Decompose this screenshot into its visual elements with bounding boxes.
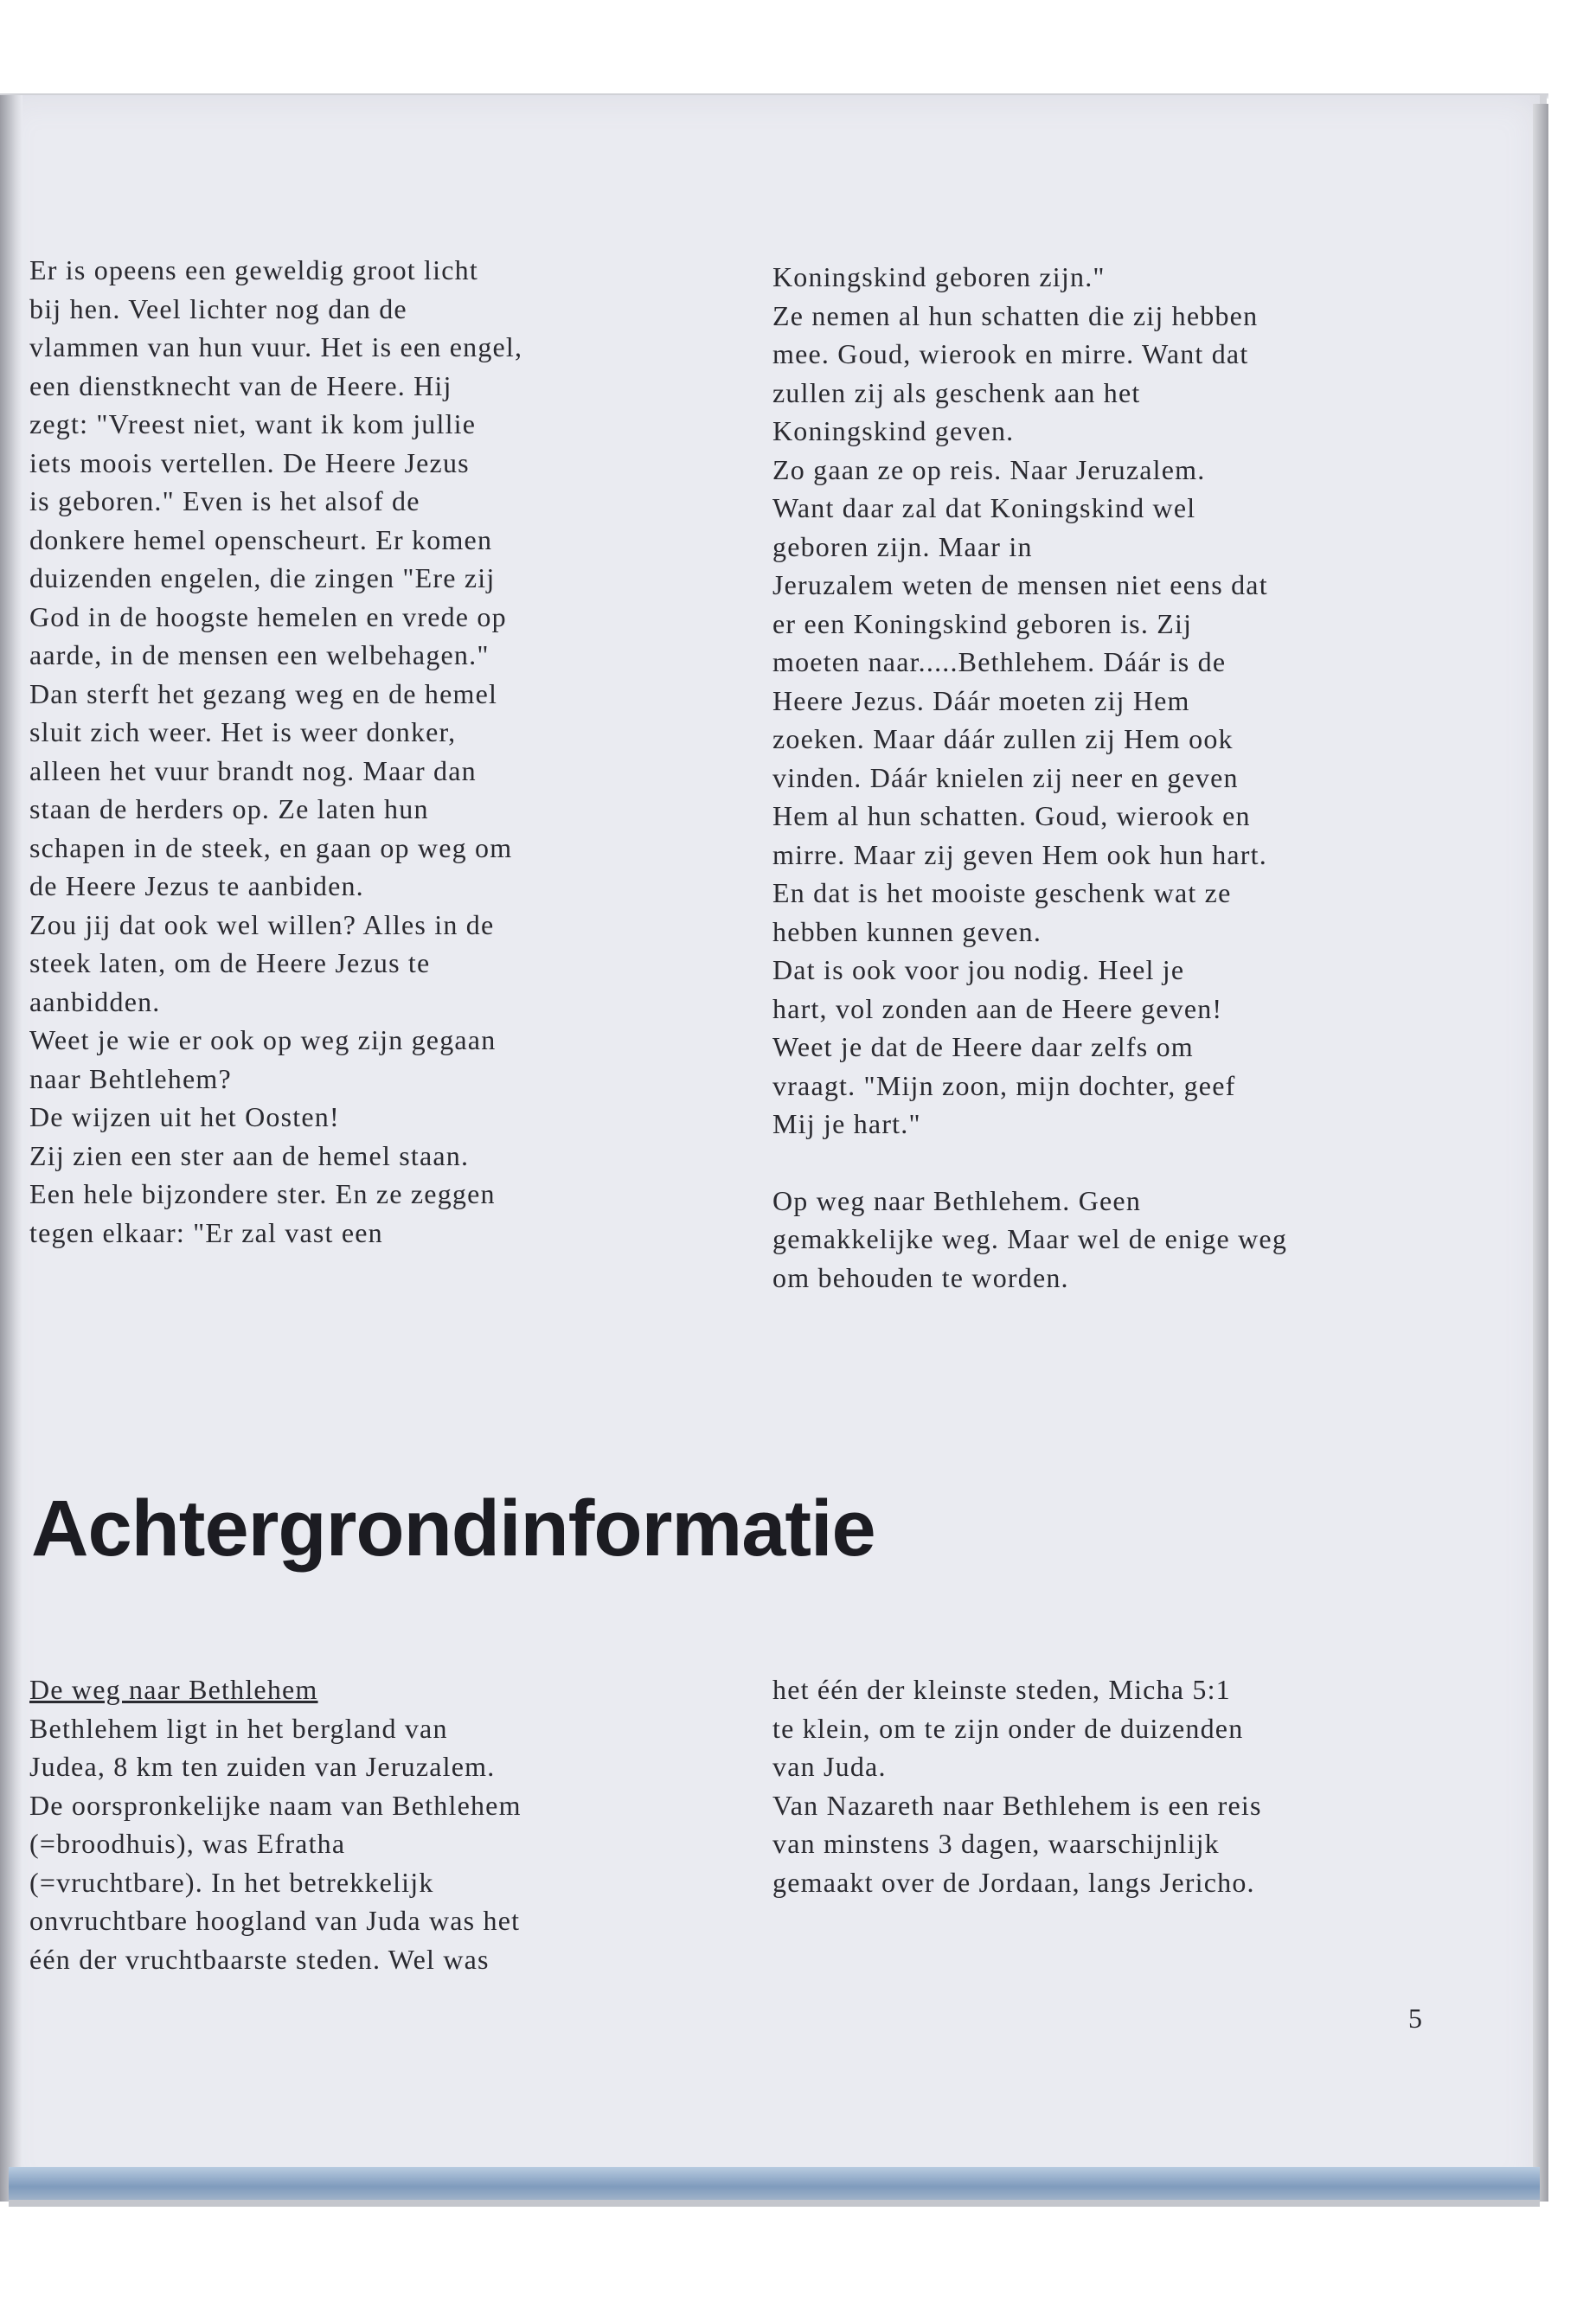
- story-line: steek laten, om de Heere Jezus te: [29, 947, 431, 978]
- book-cover-edge: [9, 2167, 1540, 2200]
- background-line: onvruchtbare hoogland van Juda was het: [29, 1905, 521, 1936]
- story-line: zegt: "Vreest niet, want ik kom jullie: [29, 408, 477, 439]
- background-line: Judea, 8 km ten zuiden van Jeruzalem.: [29, 1751, 496, 1782]
- story-line: De wijzen uit het Oosten!: [29, 1101, 340, 1132]
- story-right-column: [772, 258, 1482, 1297]
- story-line: moeten naar.....Bethlehem. Dáár is de: [772, 646, 1227, 677]
- background-line: van Juda.: [772, 1751, 887, 1782]
- background-line: gemaakt over de Jordaan, langs Jericho.: [772, 1866, 1255, 1898]
- story-line: zoeken. Maar dáár zullen zij Hem ook: [772, 723, 1234, 754]
- background-line: (=vruchtbare). In het betrekkelijk: [29, 1866, 434, 1898]
- story-line: mirre. Maar zij geven Hem ook hun hart.: [772, 838, 1267, 870]
- page-right-edge: [1533, 104, 1548, 2202]
- story-line: iets moois vertellen. De Heere Jezus: [29, 446, 470, 478]
- closing-line: om behouden te worden.: [772, 1261, 1069, 1293]
- background-left-column: [29, 1670, 739, 1978]
- story-line: staan de herders op. Ze laten hun: [29, 793, 429, 824]
- story-line: Koningskind geven.: [772, 415, 1015, 446]
- story-line: Dat is ook voor jou nodig. Heel je: [772, 954, 1185, 985]
- story-line: vlammen van hun vuur. Het is een engel,: [29, 331, 523, 362]
- story-line: er een Koningskind geboren is. Zij: [772, 607, 1193, 639]
- story-line: Heere Jezus. Dáár moeten zij Hem: [772, 684, 1190, 716]
- story-line: de Heere Jezus te aanbiden.: [29, 870, 364, 901]
- closing-line: gemakkelijke weg. Maar wel de enige weg: [772, 1223, 1288, 1254]
- story-line: Een hele bijzondere ster. En ze zeggen: [29, 1178, 496, 1209]
- story-line: donkere hemel openscheurt. Er komen: [29, 523, 493, 555]
- story-line: Er is opeens een geweldig groot licht: [29, 254, 478, 285]
- background-line: één der vruchtbaarste steden. Wel was: [29, 1943, 490, 1975]
- story-line: zullen zij als geschenk aan het: [772, 376, 1141, 408]
- background-line: het één der kleinste steden, Micha 5:1: [772, 1674, 1231, 1705]
- story-line: Jeruzalem weten de mensen niet eens dat: [772, 569, 1268, 600]
- section-subheading: De weg naar Bethlehem: [29, 1674, 318, 1705]
- story-line: Want daar zal dat Koningskind wel: [772, 492, 1196, 523]
- background-right-column: [772, 1670, 1482, 1901]
- story-line: vraagt. "Mijn zoon, mijn dochter, geef: [772, 1069, 1236, 1101]
- story-line: Weet je wie er ook op weg zijn gegaan: [29, 1024, 497, 1055]
- story-line: Koningskind geboren zijn.": [772, 261, 1106, 292]
- story-line: Hem al hun schatten. Goud, wierook en: [772, 800, 1251, 831]
- background-line: De oorspronkelijke naam van Bethlehem: [29, 1789, 522, 1821]
- story-line: een dienstknecht van de Heere. Hij: [29, 369, 452, 401]
- story-line: Ze nemen al hun schatten die zij hebben: [772, 299, 1259, 331]
- story-line: Zij zien een ster aan de hemel staan.: [29, 1139, 470, 1171]
- story-line: Zou jij dat ook wel willen? Alles in de: [29, 908, 495, 940]
- story-line: God in de hoogste hemelen en vrede op: [29, 600, 507, 632]
- story-line: hart, vol zonden aan de Heere geven!: [772, 992, 1223, 1024]
- story-line: schapen in de steek, en gaan op weg om: [29, 831, 513, 863]
- story-line: aanbidden.: [29, 985, 161, 1017]
- background-line: Bethlehem ligt in het bergland van: [29, 1712, 448, 1744]
- closing-line: Op weg naar Bethlehem. Geen: [772, 1184, 1142, 1216]
- story-line: Weet je dat de Heere daar zelfs om: [772, 1031, 1194, 1062]
- story-line: sluit zich weer. Het is weer donker,: [29, 716, 457, 747]
- background-line: (=broodhuis), was Efratha: [29, 1828, 346, 1859]
- story-line: is geboren." Even is het alsof de: [29, 485, 420, 516]
- paragraph-gap: [772, 1144, 1482, 1182]
- story-left-column: [29, 251, 739, 1252]
- page-left-edge: [0, 95, 22, 2202]
- story-line: mee. Goud, wierook en mirre. Want dat: [772, 338, 1249, 369]
- section-heading: Achtergrondinformatie: [31, 1484, 875, 1573]
- story-line: Mij je hart.": [772, 1108, 921, 1139]
- page-number: 5: [1408, 2003, 1422, 2034]
- story-line: hebben kunnen geven.: [772, 915, 1042, 947]
- story-line: alleen het vuur brandt nog. Maar dan: [29, 754, 477, 786]
- story-line: aarde, in de mensen een welbehagen.": [29, 639, 490, 670]
- background-line: Van Nazareth naar Bethlehem is een reis: [772, 1789, 1262, 1821]
- story-line: geboren zijn. Maar in: [772, 530, 1033, 562]
- page-bottom-strip: [9, 2200, 1540, 2207]
- story-line: bij hen. Veel lichter nog dan de: [29, 292, 407, 324]
- story-line: vinden. Dáár knielen zij neer en geven: [772, 761, 1239, 793]
- story-line: Zo gaan ze op reis. Naar Jeruzalem.: [772, 453, 1206, 485]
- story-line: naar Behtlehem?: [29, 1062, 232, 1094]
- background-line: te klein, om te zijn onder de duizenden: [772, 1712, 1244, 1744]
- story-line: duizenden engelen, die zingen "Ere zij: [29, 562, 496, 593]
- story-line: Dan sterft het gezang weg en de hemel: [29, 677, 498, 709]
- story-line: En dat is het mooiste geschenk wat ze: [772, 877, 1232, 908]
- background-line: van minstens 3 dagen, waarschijnlijk: [772, 1828, 1220, 1859]
- story-line: tegen elkaar: "Er zal vast een: [29, 1216, 383, 1248]
